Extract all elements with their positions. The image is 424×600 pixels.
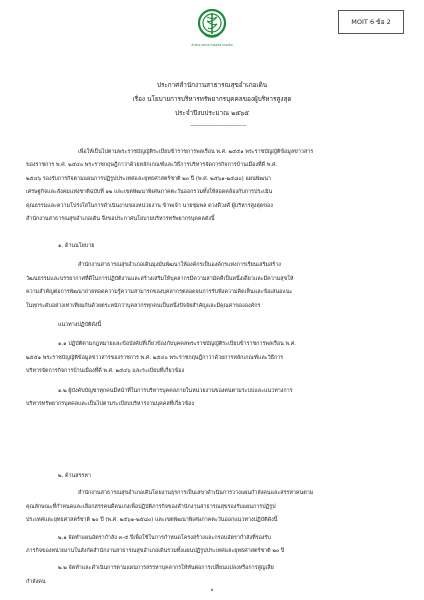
guideline-heading: แนวทางปฏิบัติดังนี้ bbox=[58, 322, 102, 329]
intro-line: เศรษฐกิจและสังคมแห่งชาติฉบับที่ ๑๒ และเขตพัฒนาพิเศษภาคตะวันออกรวมทั้งให้สอดคล้องกับการประเมิน bbox=[26, 189, 273, 196]
section-heading: ๑. ด้านนโยบาย bbox=[58, 243, 95, 249]
item-line: ๒.๑ จัดทำแผนอัตรากำลัง ๓-๕ ปีเพื่อใช้ในการกำหนดโครงสร้างและกรอบอัตรากำลังที่รองรับ bbox=[58, 534, 271, 541]
document-code-box: MOIT 6 ข้อ 2 bbox=[338, 10, 404, 34]
item-line: ๒๕๕๑ พระราชบัญญัติข้อมูลข่าวสารของราชการ พ.ศ. ๒๕๔๐ พระราชกฤษฎีกาว่าด้วยการหลักเกณฑ์และวิธีการ bbox=[26, 354, 284, 361]
item-line: บริหารทรัพยากรบุคคลและเป็นไปตามระเบียบบริหารงานบุคคลที่เกี่ยวข้อง bbox=[26, 401, 195, 408]
intro-line: ๒๕๔๖ รองรับการกิจตามแผนการปฏิรูปประเทศและยุทธศาสตร์ชาติ ๒๐ ปี (พ.ศ. ๒๕๖๑-๒๕๘๐) แผนพัฒนา bbox=[26, 175, 271, 182]
section-line: ความสำคัญต่อการพัฒนาถ่ายทอดความรู้ความสามารถของบุคลากรตลอดจนการรับฟังความคิดเห็นและข้อเสนอแนะ bbox=[26, 289, 293, 296]
announcement-title: ประกาศสำนักงานสาธารณสุขอำเภอเดิน bbox=[156, 81, 268, 89]
section-recruitment bbox=[26, 470, 398, 589]
section-heading: ๒. ด้านสรรหา bbox=[58, 473, 91, 479]
intro-paragraph bbox=[26, 146, 398, 226]
item-line: บริหารจัดการกิจการบ้านเมืองที่ดี พ.ศ. ๒๕๔๖ และระเบียบที่เกี่ยวข้อง bbox=[26, 368, 185, 375]
item-line: ๒.๒ จัดทำและดำเนินการตามแผนการสรรหาบุคลากรให้ทันต่อการเปลี่ยนแปลงหรือการสูญเสีย bbox=[58, 565, 274, 572]
intro-line: สำนักงานสาธารณสุขอำเภอเดิน จึงขอประกาศนโยบายบริหารทรัพยากรบุคคลดังนี้ bbox=[26, 216, 215, 223]
logo-subtitle: สำนักงานสาธารณสุขอำเภอเดิน bbox=[191, 43, 233, 47]
item-line: กำลังคน bbox=[26, 578, 46, 585]
intro-line: ของราชการ พ.ศ. ๒๕๔๐ พระราชกฤษฎีกาว่าด้วยหลักเกณฑ์และวิธีการบริหารจัดการกิจการบ้านเมืองที่ดี พ.ศ. bbox=[26, 162, 278, 169]
section-line: คุณลักษณะที่กำหนดและเลือกสรรคนดีคนเก่งเพื่อปฏิบัติภารกิจของสำนักงานสาธารณสุขรองรับแผนการปฏิรูป bbox=[26, 503, 276, 510]
section-line: สำนักงานสาธารณสุขอำเภอเดินมุ่งมั่นพัฒนาให้องค์กรเป็นองค์กรแห่งการเรียนเสริมสร้าง bbox=[78, 262, 281, 269]
item-line: ภารกิจของหน่วยงานในสังกัดสำนักงานสาธารณสุขอำเภอเดินรวมทั้งแผนปฏิรูปประเทศและยุทธศาสตร์ชาติ ๒๐ ปี bbox=[26, 548, 285, 555]
section-line: วัฒนธรรมและบรรยากาศที่ดีในการปฏิบัติงานและสร้างเสริมให้บุคลากรมีความสามัคคีเป็นหนึ่งเดียวและมีความสุขให้ bbox=[26, 275, 294, 282]
intro-line: คุณธรรมและความโปร่งใสในการดำเนินงานของหน่วยงาน ข้าพเจ้า นายชุมพล ดวงดีวงศ์ ผู้บริหารสูงสุดของ bbox=[26, 202, 273, 209]
section-policy bbox=[26, 240, 398, 411]
header-divider: ---------------------------------------- bbox=[190, 123, 247, 129]
announcement-subject: เรื่อง นโยบายการบริหารทรัพยากรบุคคลของผู้บริหารสูงสุด bbox=[132, 95, 292, 103]
section-line: ในทุกระดับอย่างเท่าเทียมกันด้วยตระหนักว่าบุคลากรทุกคนเป็นหนึ่งปัจจัยสำคัญและมีคุณค่าขององค์กร bbox=[26, 302, 261, 309]
item-line: ๑.๑ ปฏิบัติตามกฎหมายและข้อบังคับที่เกี่ยวข้องกับบุคคลพระราชบัญญัติระเบียบข้าราชการพลเรือน พ.ศ. bbox=[58, 341, 296, 348]
fiscal-year: ประจำปีงบประมาณ ๒๕๖๕ bbox=[174, 109, 250, 117]
intro-line: เพื่อให้เป็นไปตามพระราชบัญญัติระเบียบข้าราชการพลเรือน พ.ศ. ๒๕๕๑ พระราชบัญญัติข้อมูลข่าวสาร bbox=[78, 149, 314, 155]
item-line: ๑.๒ ผู้บังคับบัญชาทุกคนมีหน้าที่ในการบริหารบุคคลภายในหน่วยงานของตนตามระบบและแนวทางการ bbox=[58, 387, 293, 394]
ministry-of-public-health-logo-icon bbox=[196, 8, 228, 44]
section-line: สำนักงานสาธารณสุขอำเภอเดินโดยงานธุรการเป็นเลขาดำเนินการวางแผนกำลังคนและสรรหาคนตาม bbox=[78, 490, 314, 497]
page-number: ๑ bbox=[210, 587, 214, 593]
section-line: ประเทศและยุทธศาสตร์ชาติ ๒๐ ปี (พ.ศ. ๒๕๖๑-๒๕๘๐) และเขตพัฒนาพิเศษภาคตะวันออกแนวทางปฏิบัติดังนี้ bbox=[26, 517, 278, 524]
